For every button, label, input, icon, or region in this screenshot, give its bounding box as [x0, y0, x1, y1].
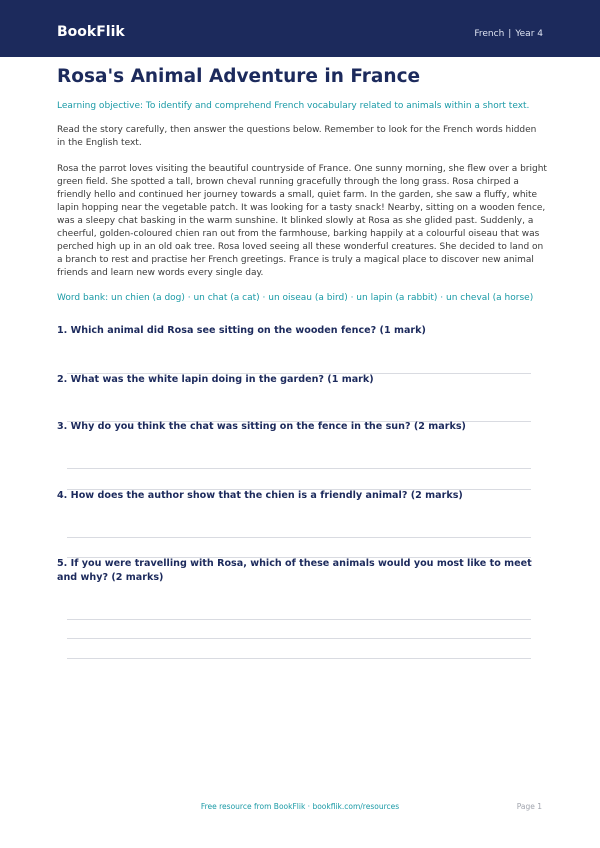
instructions-text: Read the story carefully, then answer the questions below. Remember to look for the French words hidden in the English text.: [57, 125, 537, 148]
question-2: 2. What was the white lapin doing in the garden? (1 mark): [57, 374, 374, 385]
question-5: 5. If you were travelling with Rosa, which of these animals would you most like to meet and why? (2 marks): [57, 558, 532, 583]
answer-line[interactable]: [67, 638, 531, 639]
answer-line[interactable]: [67, 468, 531, 469]
story-text: Rosa the parrot loves visiting the beautiful countryside of France. One sunny morning, she flew over a bright green field. She spotted a tall, brown cheval running gracefully through the long grass. Rosa chirped a friendly hello and continued her journey towards a small, quiet farm. In the garden, she saw a fluffy, white lapin hopping near the vegetable patch. It was looking for a tasty snack! Nearby, sitting on a wooden fence, was a sleepy chat basking in the warm sunshine. It blinked slowly at Rosa as she glided past. Suddenly, a cheerful, golden-coloured chien ran out from the farmhouse, barking happily at a colourful oiseau that was perched high up in an old oak tree. Rosa loved seeing all these wonderful creatures. She decided to land on a branch to rest and practise her French greetings. France is truly a magical place to discover new animal friends and learn new words every single day.: [57, 164, 547, 278]
answer-line[interactable]: [67, 619, 531, 620]
header-bar: [0, 0, 600, 57]
learning-objective: Learning objective: To identify and comprehend French vocabulary related to animals within a short text.: [57, 101, 530, 111]
separator: |: [508, 29, 512, 39]
answer-line[interactable]: [67, 658, 531, 659]
answer-line[interactable]: [67, 537, 531, 538]
worksheet-title: Rosa's Animal Adventure in France: [57, 66, 421, 87]
question-4: 4. How does the author show that the chien is a friendly animal? (2 marks): [57, 490, 463, 501]
question-1: 1. Which animal did Rosa see sitting on the wooden fence? (1 mark): [57, 325, 426, 336]
word-bank: Word bank: un chien (a dog) · un chat (a cat) · un oiseau (a bird) · un lapin (a rabbit) · un cheval (a horse): [57, 293, 534, 303]
brand-logo[interactable]: BookFlik: [57, 24, 125, 40]
year-label: Year 4: [515, 29, 543, 39]
subject-year-label: [474, 28, 543, 40]
question-3: 3. Why do you think the chat was sitting on the fence in the sun? (2 marks): [57, 421, 466, 432]
footer-link[interactable]: Free resource from BookFlik · bookflik.com/resources: [200, 802, 400, 811]
subject-label: French: [474, 29, 505, 39]
page-number: Page 1: [516, 802, 542, 811]
